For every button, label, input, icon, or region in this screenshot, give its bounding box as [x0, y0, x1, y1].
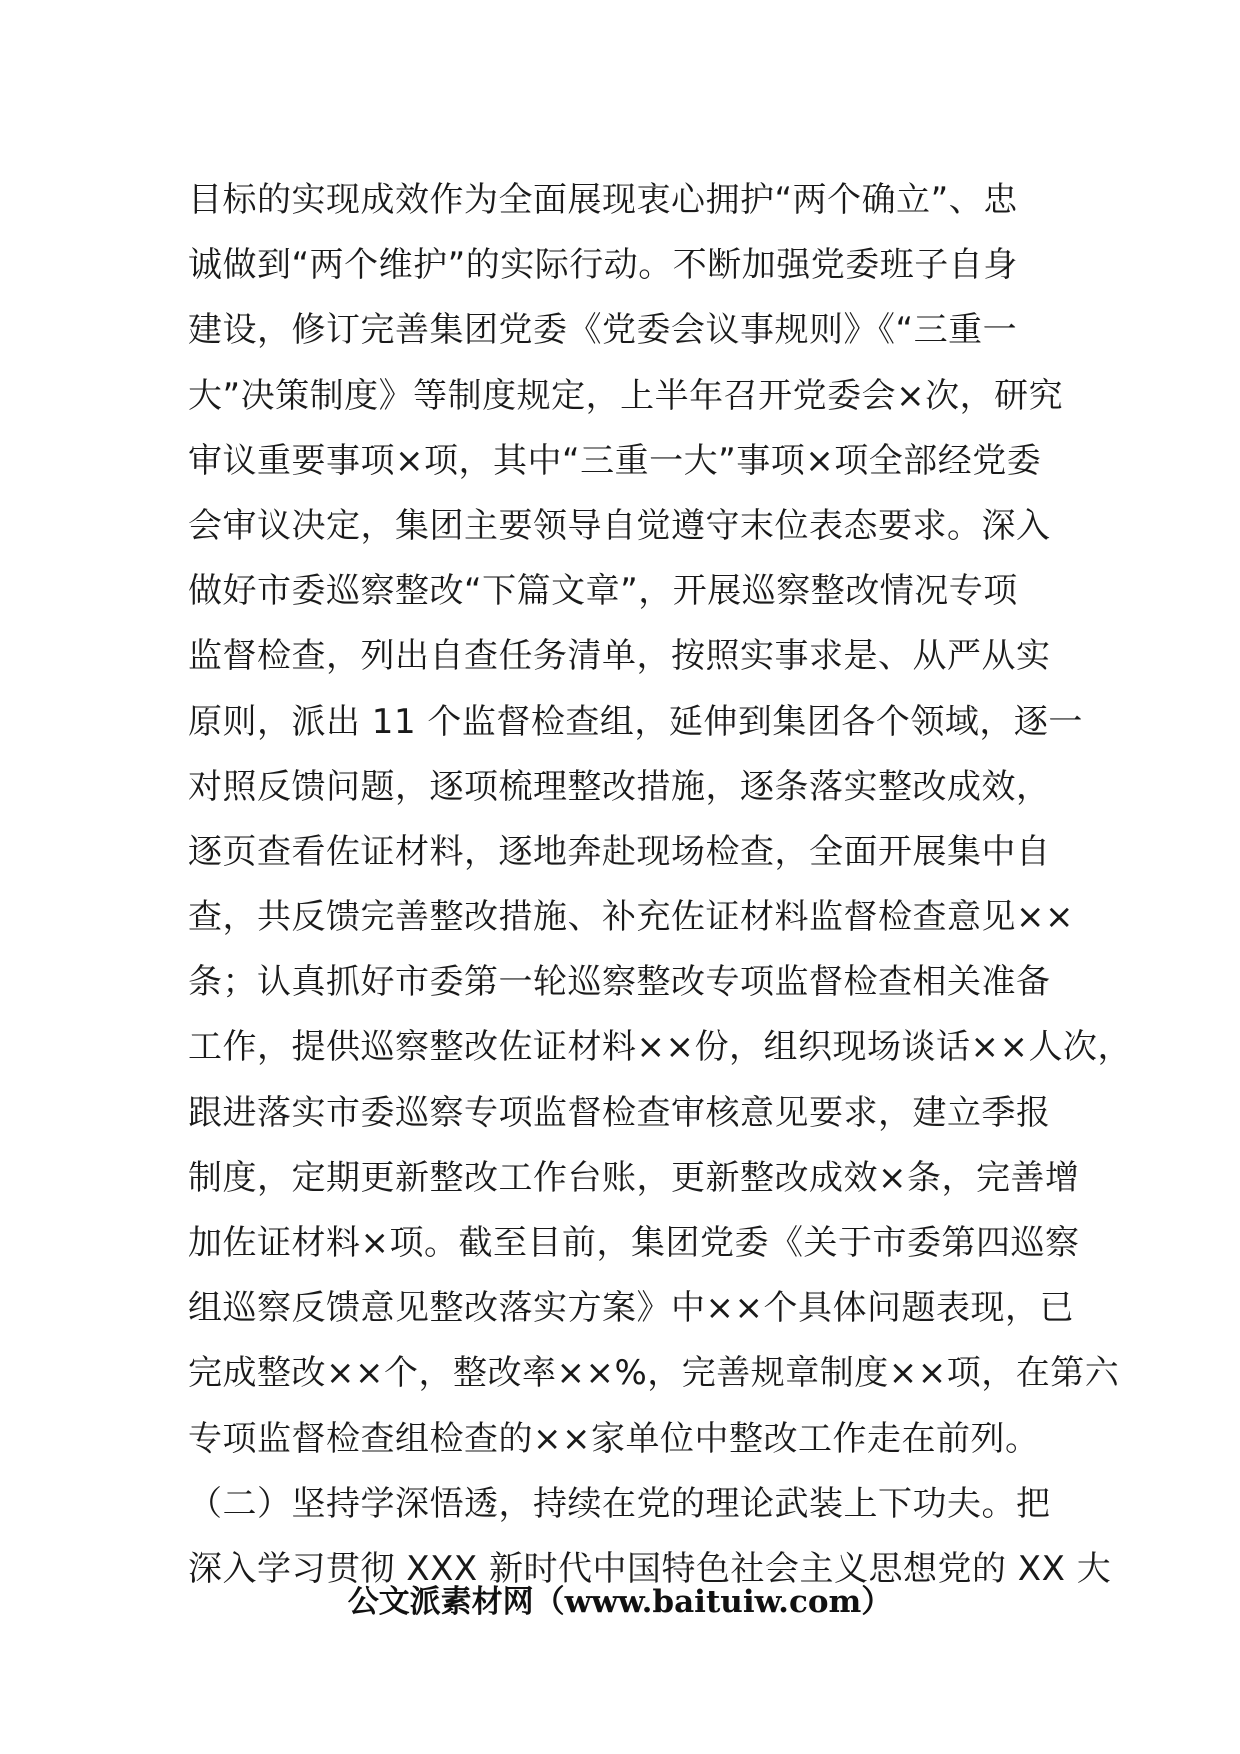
body-line: 工作，提供巡察整改佐证材料××份，组织现场谈话××人次，: [188, 1027, 1132, 1068]
body-line: 逐页查看佐证材料，逐地奔赴现场检查，全面开展集中自: [188, 831, 1051, 872]
body-line: 组巡察反馈意见整改落实方案》中××个具体问题表现，已: [188, 1288, 1074, 1329]
body-line: 原则，派出 11 个监督检查组，延伸到集团各个领域，逐一: [188, 701, 1083, 742]
body-line: 完成整改××个，整改率××%，完善规章制度××项，在第六: [188, 1353, 1120, 1394]
body-line: （二）坚持学深悟透，持续在党的理论武装上下功夫。把: [188, 1483, 1051, 1524]
body-line: 监督检查，列出自查任务清单，按照实事求是、从严从实: [188, 636, 1051, 677]
body-line: 专项监督检查组检查的××家单位中整改工作走在前列。: [188, 1418, 1040, 1459]
body-line: 目标的实现成效作为全面展现衷心拥护“两个确立”、忠: [188, 180, 1018, 220]
body-line: 制度，定期更新整改工作台账，更新整改成效×条，完善增: [188, 1157, 1080, 1198]
body-line: 条；认真抓好市委第一轮巡察整改专项监督检查相关准备: [188, 962, 1051, 1003]
body-line: 做好市委巡察整改“下篇文章”，开展巡察整改情况专项: [188, 571, 1018, 612]
body-line: 诚做到“两个维护”的实际行动。不断加强党委班子自身: [188, 245, 1018, 286]
body-line: 查，共反馈完善整改措施、补充佐证材料监督检查意见××: [188, 897, 1074, 938]
body-line: 大”决策制度》等制度规定，上半年召开党委会×次，研究: [188, 375, 1064, 416]
body-line: 对照反馈问题，逐项梳理整改措施，逐条落实整改成效，: [188, 766, 1051, 807]
body-line: 跟进落实市委巡察专项监督检查审核意见要求，建立季报: [188, 1092, 1051, 1133]
body-line: 会审议决定，集团主要领导自觉遵守末位表态要求。深入: [188, 505, 1051, 546]
document-body: [188, 168, 1132, 1602]
footer-watermark: 公文派素材网（www.baituiw.com）: [347, 1584, 893, 1620]
body-line: 审议重要事项×项，其中“三重一大”事项×项全部经党委: [188, 440, 1042, 481]
body-line: 建设，修订完善集团党委《党委会议事规则》《“三重一: [188, 310, 1018, 351]
body-line: 深入学习贯彻 XXX 新时代中国特色社会主义思想党的 XX 大: [188, 1548, 1112, 1589]
body-line: 加佐证材料×项。截至目前，集团党委《关于市委第四巡察: [188, 1223, 1080, 1263]
